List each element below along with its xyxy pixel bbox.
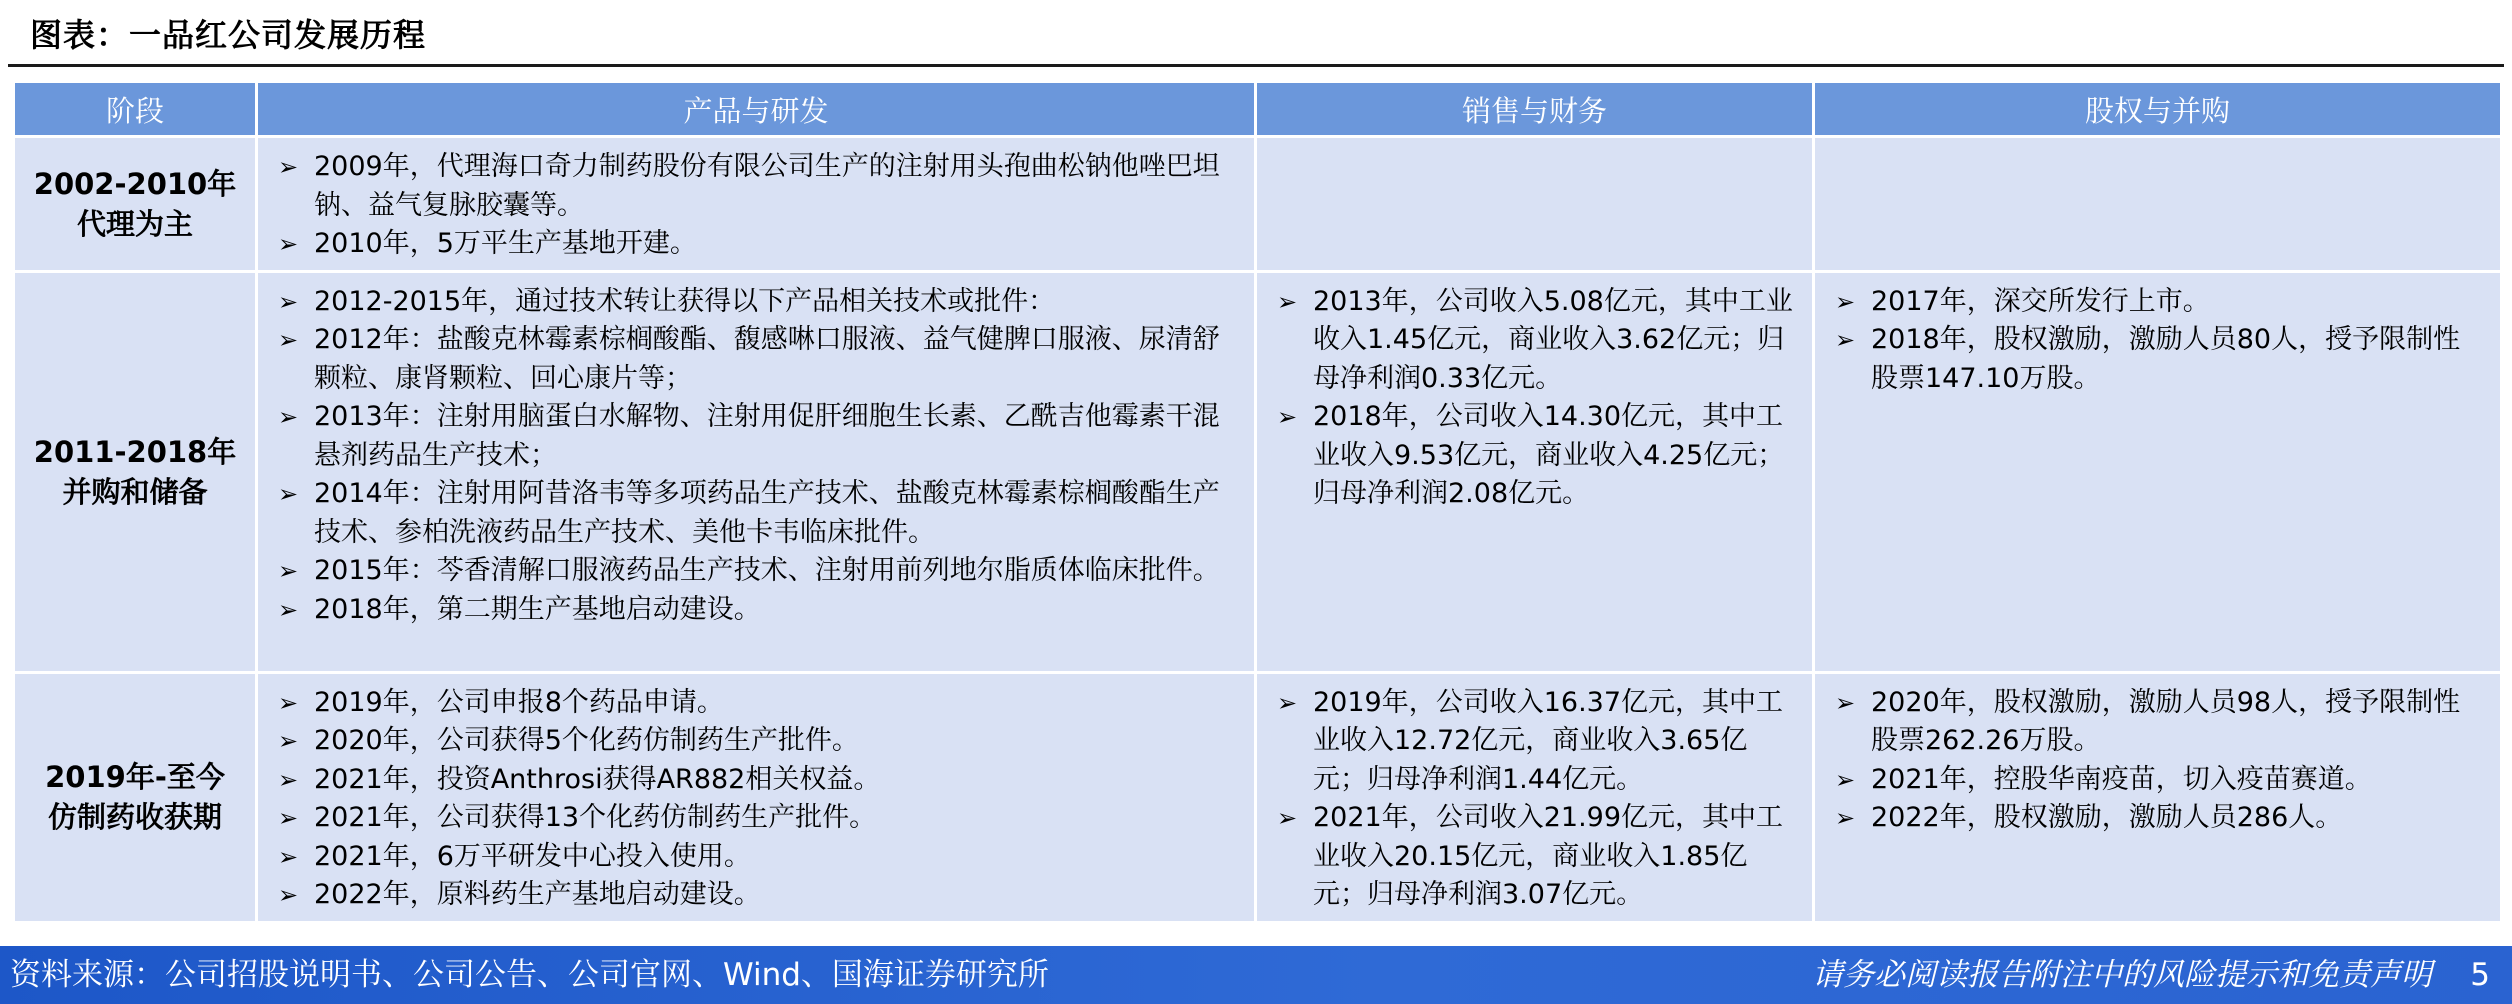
product-rd-cell [258, 273, 1254, 671]
arrow-bullet-icon: ➢ [278, 153, 299, 181]
sales-finance-cell [1257, 273, 1812, 671]
product-rd-cell [258, 674, 1254, 921]
list-item-text: 2018年，第二期生产基地启动建设。 [314, 593, 761, 625]
list-item-text: 2018年，股权激励，激励人员80人，授予限制性股票147.10万股。 [1871, 324, 2461, 394]
list-item [278, 876, 1240, 915]
list-item [278, 591, 1240, 630]
list-item-text: 2021年，公司收入21.99亿元，其中工业收入20.15亿元，商业收入1.85亿元；归母净利润3.07亿元。 [1313, 802, 1784, 910]
equity-ma-cell [1815, 674, 2500, 921]
arrow-bullet-icon: ➢ [278, 287, 299, 316]
table-header-row [15, 83, 2500, 135]
list-item [1835, 684, 2486, 761]
table-row [15, 273, 2500, 671]
equity-ma-cell [1815, 138, 2500, 270]
stage-label: 仿制药收获期 [47, 800, 222, 834]
list-item-text: 2017年，深交所发行上市。 [1871, 285, 2210, 317]
list-item [278, 684, 1240, 723]
list-item-text: 2010年，5万平生产基地开建。 [314, 228, 697, 259]
list-item [278, 475, 1240, 552]
arrow-bullet-icon: ➢ [278, 727, 299, 755]
table-row [15, 138, 2500, 270]
list-item [278, 398, 1240, 475]
equity-ma-list [1815, 273, 2500, 405]
list-item [1277, 799, 1798, 915]
list-item-text: 2012-2015年，通过技术转让获得以下产品相关技术或批件： [314, 285, 1056, 317]
history-table [12, 80, 2503, 924]
source-note: 资料来源：公司招股说明书、公司公告、公司官网、Wind、国海证券研究所 [10, 957, 1049, 993]
list-item-text: 2022年，股权激励，激励人员286人。 [1871, 802, 2343, 833]
arrow-bullet-icon: ➢ [278, 403, 299, 431]
stage-period: 2011-2018年 [33, 434, 237, 469]
list-item [1277, 398, 1798, 514]
arrow-bullet-icon: ➢ [278, 230, 299, 258]
list-item-text: 2018年，公司收入14.30亿元，其中工业收入9.53亿元，商业收入4.25亿元；归母净利润2.08亿元。 [1313, 401, 1785, 509]
list-item-text: 2022年，原料药生产基地启动建设。 [314, 879, 761, 910]
arrow-bullet-icon: ➢ [1835, 804, 1856, 832]
arrow-bullet-icon: ➢ [278, 765, 299, 794]
list-item-text: 2020年，公司获得5个化药仿制药生产批件。 [314, 725, 859, 756]
header-sales-finance: 销售与财务 [1257, 83, 1812, 135]
stage-period: 2002-2010年 [33, 166, 237, 201]
list-item [278, 761, 1240, 800]
product-rd-list [258, 138, 1254, 270]
title-divider [8, 64, 2504, 67]
list-item [1835, 799, 2486, 838]
list-item-text: 2009年，代理海口奇力制药股份有限公司生产的注射用头孢曲松钠他唑巴坦钠、益气复脉胶囊等。 [314, 151, 1220, 221]
arrow-bullet-icon: ➢ [1277, 688, 1298, 717]
arrow-bullet-icon: ➢ [278, 881, 299, 909]
equity-ma-list [1815, 674, 2500, 844]
arrow-bullet-icon: ➢ [278, 480, 299, 508]
list-item-text: 2021年，公司获得13个化药仿制药生产批件。 [314, 802, 877, 833]
list-item [1835, 321, 2486, 398]
list-item-text: 2019年，公司申报8个药品申请。 [314, 686, 724, 718]
list-item-text: 2021年，6万平研发中心投入使用。 [314, 840, 751, 872]
stage-label: 代理为主 [76, 206, 193, 241]
stage-cell [15, 273, 255, 671]
table-row [15, 674, 2500, 921]
header-stage: 阶段 [15, 83, 255, 135]
arrow-bullet-icon: ➢ [1835, 287, 1856, 316]
arrow-bullet-icon: ➢ [1277, 287, 1298, 316]
list-item-text: 2021年，控股华南疫苗，切入疫苗赛道。 [1871, 763, 2372, 795]
list-item-text: 2015年：芩香清解口服液药品生产技术、注射用前列地尔脂质体临床批件。 [314, 555, 1220, 586]
list-item [1277, 684, 1798, 800]
arrow-bullet-icon: ➢ [1835, 326, 1856, 354]
list-item [278, 838, 1240, 877]
list-item [278, 148, 1240, 225]
list-item [278, 283, 1240, 322]
arrow-bullet-icon: ➢ [278, 688, 299, 717]
equity-ma-cell [1815, 273, 2500, 671]
list-item [278, 321, 1240, 398]
sales-finance-cell [1257, 138, 1812, 270]
list-item [278, 552, 1240, 591]
arrow-bullet-icon: ➢ [1277, 403, 1298, 431]
list-item-text: 2013年：注射用脑蛋白水解物、注射用促肝细胞生长素、乙酰吉他霉素干混悬剂药品生产技术； [314, 401, 1220, 471]
arrow-bullet-icon: ➢ [278, 842, 299, 871]
arrow-bullet-icon: ➢ [278, 326, 299, 354]
header-equity-ma: 股权与并购 [1815, 83, 2500, 135]
footer-bar [0, 946, 2512, 1004]
arrow-bullet-icon: ➢ [1835, 765, 1856, 794]
arrow-bullet-icon: ➢ [278, 595, 299, 624]
list-item [278, 722, 1240, 761]
list-item [1835, 283, 2486, 322]
page-title: 图表：一品红公司发展历程 [30, 16, 427, 54]
list-item-text: 2019年，公司收入16.37亿元，其中工业收入12.72亿元，商业收入3.65亿元；归母净利润1.44亿元。 [1313, 686, 1784, 795]
header-product-rd: 产品与研发 [258, 83, 1254, 135]
list-item [1277, 283, 1798, 399]
sales-finance-cell [1257, 674, 1812, 921]
list-item [1835, 761, 2486, 800]
page-number: 5 [2470, 957, 2490, 993]
sales-finance-list [1257, 674, 1812, 921]
stage-cell [15, 674, 255, 921]
list-item-text: 2013年，公司收入5.08亿元，其中工业收入1.45亿元，商业收入3.62亿元；归母净利润0.33亿元。 [1313, 285, 1793, 394]
list-item-text: 2020年，股权激励，激励人员98人，授予限制性股票262.26万股。 [1871, 686, 2461, 756]
list-item [278, 225, 1240, 264]
sales-finance-list [1257, 273, 1812, 520]
arrow-bullet-icon: ➢ [1835, 688, 1856, 717]
list-item-text: 2012年：盐酸克林霉素棕榈酸酯、馥感啉口服液、益气健脾口服液、尿清舒颗粒、康肾颗粒、回心康片等； [314, 324, 1220, 394]
arrow-bullet-icon: ➢ [1277, 804, 1298, 832]
arrow-bullet-icon: ➢ [278, 804, 299, 832]
stage-period: 2019年-至今 [45, 760, 225, 794]
list-item-text: 2014年：注射用阿昔洛韦等多项药品生产技术、盐酸克林霉素棕榈酸酯生产技术、参柏洗液药品生产技术、美他卡韦临床批件。 [314, 478, 1220, 548]
list-item-text: 2021年，投资Anthrosi获得AR882相关权益。 [314, 763, 881, 795]
stage-cell [15, 138, 255, 270]
stage-label: 并购和储备 [62, 474, 208, 509]
list-item [278, 799, 1240, 838]
arrow-bullet-icon: ➢ [278, 557, 299, 585]
disclaimer-text: 请务必阅读报告附注中的风险提示和免责声明 [1812, 957, 2432, 993]
product-rd-cell [258, 138, 1254, 270]
product-rd-list [258, 273, 1254, 636]
product-rd-list [258, 674, 1254, 921]
